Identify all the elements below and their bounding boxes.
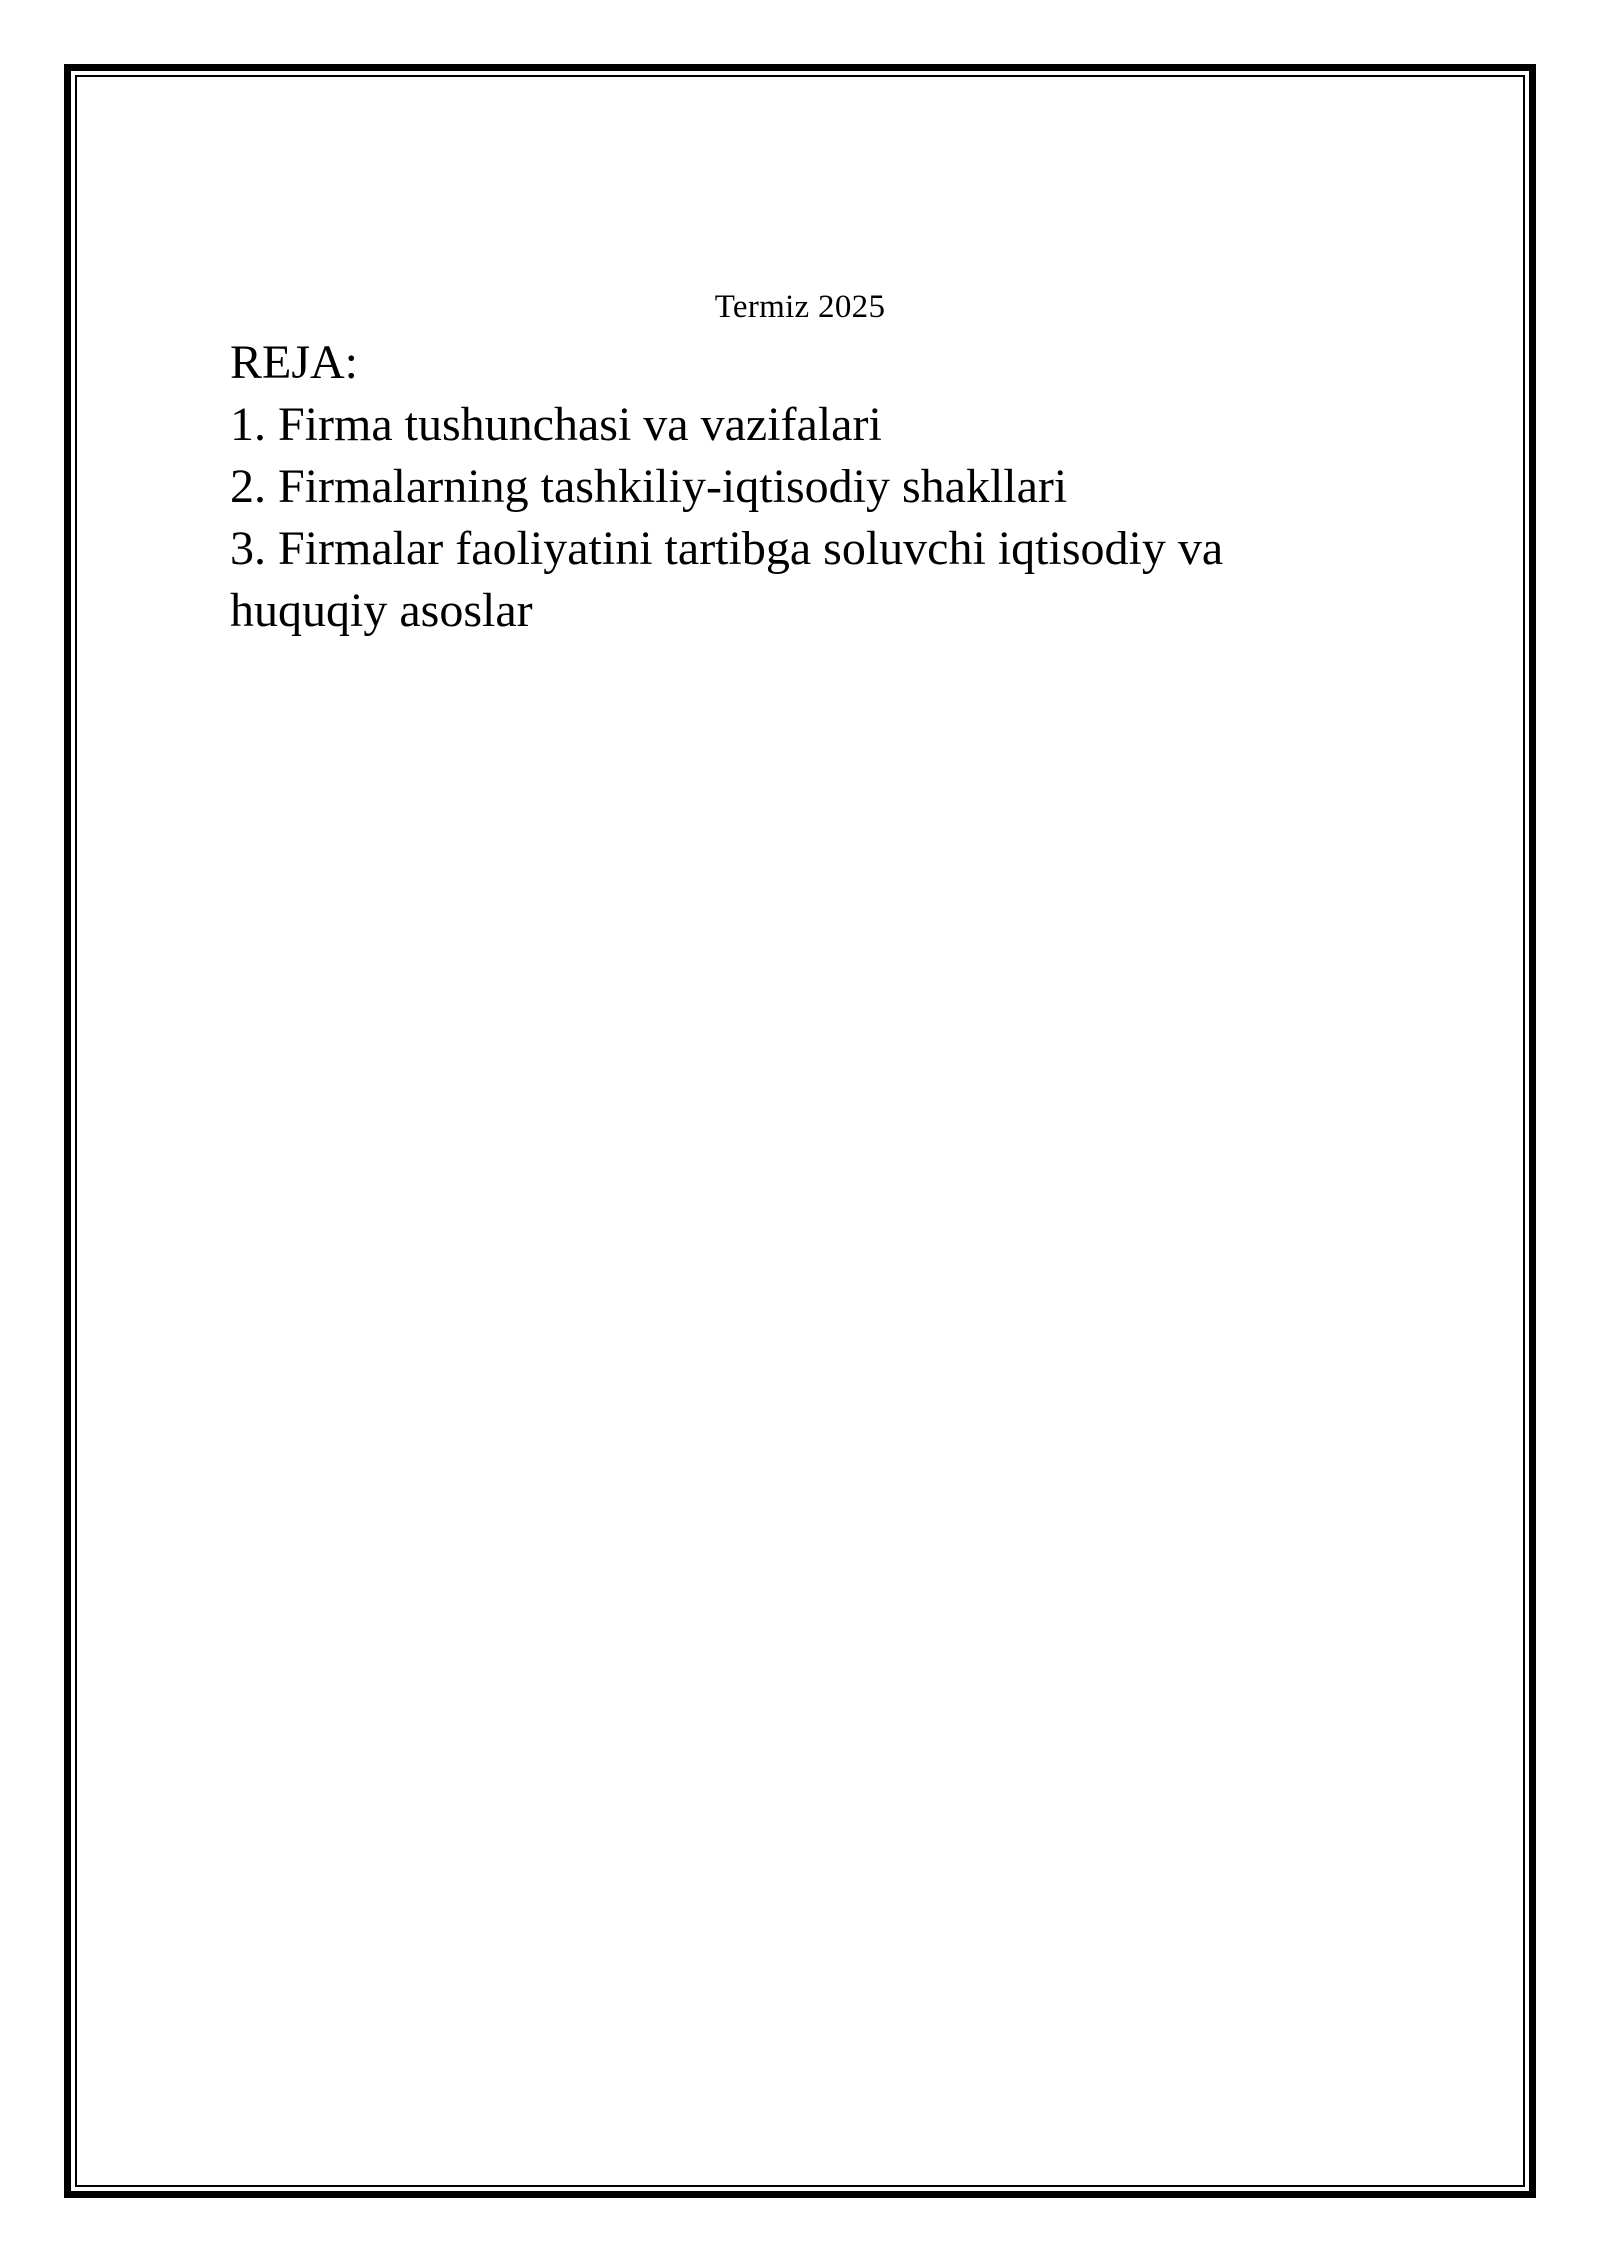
plan-item-2 (230, 456, 1360, 518)
plan-list (230, 394, 1360, 642)
plan-item-number: 2. (230, 460, 266, 513)
plan-item-text: Firmalarning tashkiliy-iqtisodiy shakllari (278, 460, 1068, 513)
place-year-caption: Termiz 2025 (714, 289, 886, 325)
plan-item-1 (230, 394, 1360, 456)
plan-item-number: 3. (230, 522, 266, 575)
plan-item-number: 1. (230, 398, 266, 451)
plan-item-3 (230, 518, 1360, 642)
plan-heading: REJA: (230, 336, 359, 389)
plan-section (230, 332, 1360, 642)
plan-item-text: Firmalar faoliyatini tartibga soluvchi iqtisodiy va huquqiy asoslar (230, 522, 1224, 637)
plan-item-text: Firma tushunchasi va vazifalari (278, 398, 882, 451)
